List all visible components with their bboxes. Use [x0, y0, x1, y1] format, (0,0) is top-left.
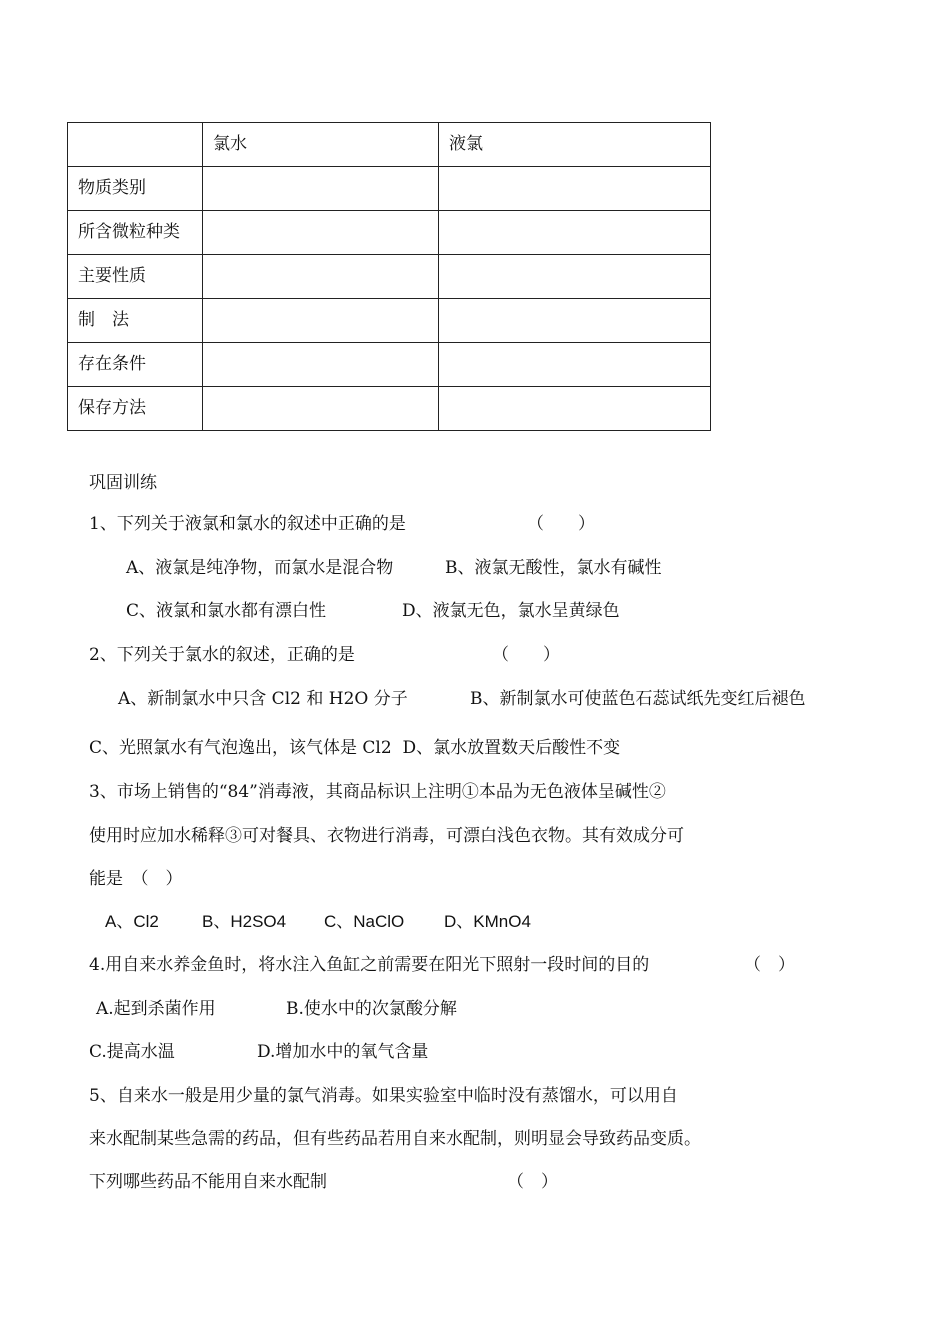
- q4-option-c: C.提高水温: [89, 1042, 175, 1062]
- table-row: [68, 167, 711, 211]
- table-cell: [439, 167, 711, 211]
- row-label: 保存方法: [68, 387, 203, 431]
- table-row: [68, 299, 711, 343]
- table-header-cell: 液氯: [439, 123, 711, 167]
- table-cell: [203, 343, 439, 387]
- q1-answer-bracket: （ ）: [527, 514, 595, 534]
- comparison-table: [67, 122, 711, 431]
- q3-stem-line-3: 能是 （ ）: [89, 869, 183, 889]
- table-cell: [203, 167, 439, 211]
- table-cell: [203, 387, 439, 431]
- q1-option-c: C、液氯和氯水都有漂白性: [126, 601, 327, 621]
- table-cell: [439, 255, 711, 299]
- q3-option-d: D、KMnO4: [444, 912, 531, 931]
- q2-stem: 2、下列关于氯水的叙述，正确的是: [89, 645, 355, 665]
- q1-option-b: B、液氯无酸性，氯水有碱性: [445, 558, 662, 578]
- q5-stem-line-1: 5、自来水一般是用少量的氯气消毒。如果实验室中临时没有蒸馏水，可以用自: [89, 1086, 678, 1106]
- row-label: 制 法: [68, 299, 203, 343]
- q5-stem-line-3: 下列哪些药品不能用自来水配制: [89, 1172, 327, 1192]
- table-header-row: [68, 123, 711, 167]
- q2-option-a: A、新制氯水中只含 Cl2 和 H2O 分子: [118, 689, 408, 709]
- table-header-cell: [68, 123, 203, 167]
- q3-option-b: B、H2SO4: [202, 912, 287, 931]
- q5-answer-bracket: （ ）: [507, 1172, 558, 1192]
- q4-option-a: A.起到杀菌作用: [96, 999, 216, 1019]
- q4-answer-bracket: （ ）: [744, 955, 795, 975]
- q1-option-a: A、液氯是纯净物，而氯水是混合物: [126, 558, 394, 578]
- row-label: 所含微粒种类: [68, 211, 203, 255]
- table-cell: [439, 299, 711, 343]
- q4-option-d: D.增加水中的氧气含量: [257, 1042, 429, 1062]
- row-label: 物质类别: [68, 167, 203, 211]
- row-label: 主要性质: [68, 255, 203, 299]
- q1-stem: 1、下列关于液氯和氯水的叙述中正确的是: [89, 514, 406, 534]
- table-header-cell: 氯水: [203, 123, 439, 167]
- q2-option-b: B、新制氯水可使蓝色石蕊试纸先变红后褪色: [470, 689, 806, 709]
- q5-stem-line-2: 来水配制某些急需的药品，但有些药品若用自来水配制，则明显会导致药品变质。: [89, 1129, 701, 1149]
- q3-option-c: C、NaClO: [324, 912, 405, 931]
- q4-stem: 4.用自来水养金鱼时，将水注入鱼缸之前需要在阳光下照射一段时间的目的: [89, 955, 650, 975]
- table-row: [68, 387, 711, 431]
- row-label: 存在条件: [68, 343, 203, 387]
- table-cell: [439, 343, 711, 387]
- table-cell: [439, 387, 711, 431]
- table-cell: [203, 299, 439, 343]
- table-row: [68, 255, 711, 299]
- table-row: [68, 343, 711, 387]
- q3-stem-line-1: 3、市场上销售的“84”消毒液，其商品标识上注明①本品为无色液体呈碱性②: [89, 782, 666, 802]
- table-cell: [203, 211, 439, 255]
- q2-options-cd: C、光照氯水有气泡逸出，该气体是 Cl2 D、氯水放置数天后酸性不变: [89, 738, 621, 758]
- q2-answer-bracket: （ ）: [492, 645, 560, 665]
- q3-stem-line-2: 使用时应加水稀释③可对餐具、衣物进行消毒，可漂白浅色衣物。其有效成分可: [89, 826, 684, 846]
- table-cell: [203, 255, 439, 299]
- q4-option-b: B.使水中的次氯酸分解: [286, 999, 457, 1019]
- section-title: 巩固训练: [89, 473, 157, 493]
- table-row: [68, 211, 711, 255]
- q3-option-a: A、Cl2: [105, 912, 159, 931]
- table-cell: [439, 211, 711, 255]
- q1-option-d: D、液氯无色，氯水呈黄绿色: [402, 601, 620, 621]
